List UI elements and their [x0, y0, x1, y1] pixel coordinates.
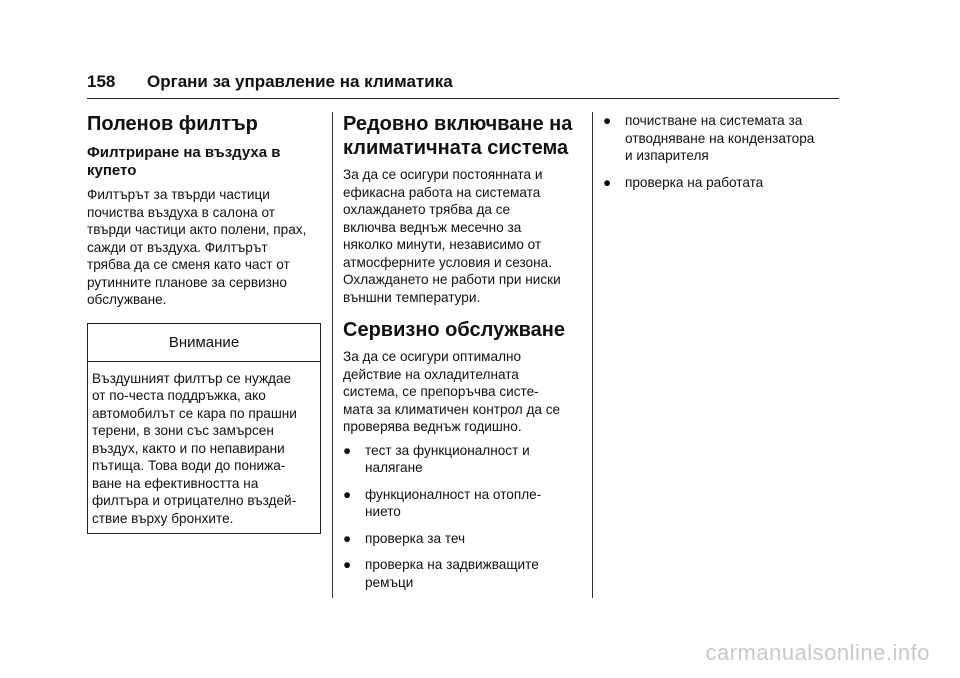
service-paragraph	[343, 348, 581, 436]
watermark-text: carmanualsonline.info	[705, 640, 930, 665]
text-line: мата за климатичен контрол да се	[343, 401, 561, 417]
text-line: и изпарителя	[625, 148, 709, 163]
text-line: няколко минути, независимо от	[343, 237, 542, 252]
column-divider	[332, 112, 333, 598]
heading-line: климатичната система	[343, 137, 569, 159]
column-3	[603, 112, 839, 200]
bullet-icon: ●	[343, 486, 352, 502]
heading-line: Редовно включване на	[343, 113, 573, 135]
text-line: външни температури.	[343, 289, 481, 305]
list-item	[603, 174, 839, 192]
caution-body	[88, 362, 320, 534]
text-line: терени, в зони със замърсен	[92, 423, 274, 438]
text-line: проверява веднъж годишно.	[343, 419, 522, 434]
page-header	[87, 70, 839, 99]
text-line: Въздушният филтър се нуждае	[92, 370, 292, 386]
text-line: ремъци	[365, 574, 414, 590]
list-item	[343, 556, 581, 591]
text-line: нието	[365, 504, 401, 519]
bullet-icon: ●	[603, 113, 612, 128]
subheading-cabin-air-filtering	[87, 144, 321, 180]
list-item	[603, 112, 839, 165]
text-line: ване на ефективността на	[92, 475, 259, 491]
list-item	[343, 530, 581, 548]
regular-operation-paragraph	[343, 166, 581, 306]
bullet-icon: ●	[603, 174, 612, 190]
text-line: охлаждането трябва да се	[343, 202, 511, 217]
text-line: функционалност на отопле-	[365, 486, 542, 502]
text-line: автомобилът се кара по прашни	[92, 405, 297, 421]
text-line: отводняване на кондензатора	[625, 130, 815, 146]
caution-title: Внимание	[88, 324, 320, 362]
text-line: ефикасна работа на системата	[343, 184, 541, 200]
text-line: твърди частици акто полени, прах,	[87, 222, 307, 237]
text-line: почистване на системата за	[625, 113, 803, 128]
section-heading-service: Сервизно обслужване	[343, 319, 565, 341]
text-line: включва веднъж месечно за	[343, 219, 522, 235]
column-2	[343, 112, 581, 600]
text-line: проверка на задвижващите	[365, 557, 539, 572]
subheading-line: купето	[87, 162, 137, 179]
text-line: атмосферните условия и сезона.	[343, 254, 552, 270]
filter-paragraph	[87, 186, 321, 309]
page-number: 158	[87, 72, 116, 91]
page-title: Органи за управление на климатика	[147, 72, 453, 91]
text-line: обслужване.	[87, 292, 167, 307]
text-line: сажди от въздуха. Филтърът	[87, 239, 268, 255]
text-line: проверка за теч	[365, 530, 466, 546]
text-line: ствие върху бронхите.	[92, 510, 234, 526]
section-heading-regular-operation	[343, 112, 581, 160]
text-line: филтъра и отрицателно въздей-	[92, 493, 297, 508]
text-line: действие на охладителната	[343, 366, 519, 382]
bullet-icon: ●	[343, 557, 352, 572]
text-line: от по-честа поддръжка, ако	[92, 388, 266, 403]
caution-box	[87, 323, 321, 535]
subheading-line: Филтриране на въздуха в	[87, 144, 281, 161]
text-line: почиства въздуха в салона от	[87, 204, 275, 220]
text-line: проверка на работата	[625, 174, 764, 190]
column-1	[87, 112, 321, 534]
text-line: налягане	[365, 460, 423, 475]
text-line: Охлаждането не работи при ниски	[343, 272, 561, 287]
text-line: система, се препоръчва систе-	[343, 384, 539, 399]
bullet-icon: ●	[343, 442, 352, 458]
text-line: За да се осигури постоянната и	[343, 167, 543, 182]
text-line: рутинните планове за сервизно	[87, 274, 287, 290]
column-divider	[592, 112, 593, 598]
text-line: пътища. Това води до понижа-	[92, 458, 286, 473]
list-item	[343, 486, 581, 521]
bullet-icon: ●	[343, 530, 352, 546]
service-checklist-continued	[603, 112, 839, 191]
service-checklist	[343, 442, 581, 592]
section-heading-pollen-filter: Поленов филтър	[87, 113, 258, 135]
text-line: За да се осигури оптимално	[343, 349, 522, 364]
text-line: тест за функционалност и	[365, 442, 530, 458]
list-item	[343, 442, 581, 477]
text-line: трябва да се сменя като част от	[87, 257, 290, 272]
text-line: въздух, както и по непавирани	[92, 440, 285, 456]
text-line: Филтърът за твърди частици	[87, 187, 270, 202]
